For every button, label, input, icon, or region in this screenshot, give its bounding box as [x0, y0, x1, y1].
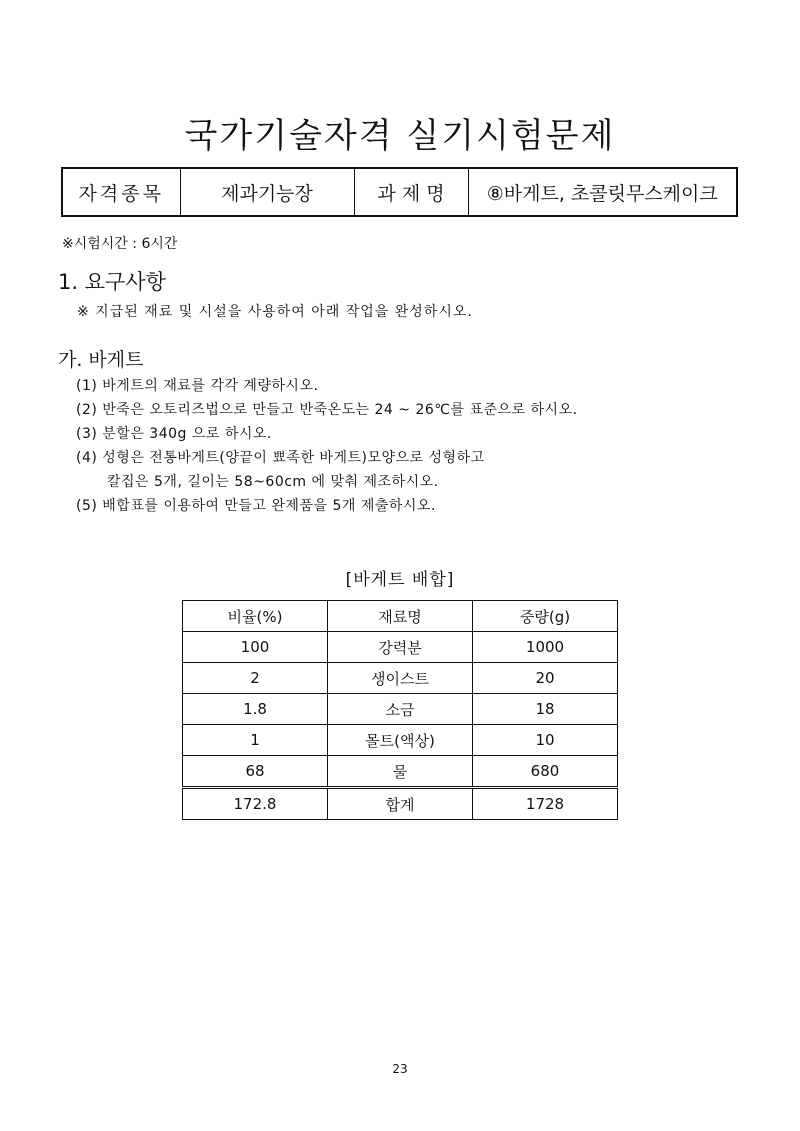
requirement-item: (1) 바게트의 재료를 각각 계량하시오.: [76, 378, 319, 394]
total-label-cell: 합계: [328, 788, 473, 820]
section-heading: 1. 요구사항: [58, 270, 166, 294]
ingredient-cell: 몰트(액상): [328, 725, 473, 756]
requirement-item-continuation: 칼집은 5개, 길이는 58~60cm 에 맞춰 제조하시오.: [107, 474, 439, 490]
category-value: 제과기능장: [180, 168, 354, 216]
total-ratio-cell: 172.8: [183, 788, 328, 820]
column-header-weight: 중량(g): [473, 601, 618, 632]
ratio-cell: 2: [183, 663, 328, 694]
column-header-ratio: 비율(%): [183, 601, 328, 632]
ingredient-cell: 생이스트: [328, 663, 473, 694]
recipe-title: [바게트 배합]: [345, 570, 455, 590]
column-header-ingredient: 재료명: [328, 601, 473, 632]
requirement-item: (4) 성형은 전통바게트(양끝이 뾰족한 바게트)모양으로 성형하고: [76, 450, 485, 466]
table-header-row: [183, 601, 618, 632]
page-number: 23: [392, 1062, 408, 1076]
ratio-cell: 100: [183, 632, 328, 663]
ratio-cell: 1: [183, 725, 328, 756]
total-weight-cell: 1728: [473, 788, 618, 820]
ingredient-cell: 소금: [328, 694, 473, 725]
notice-text: ※ 지급된 재료 및 시설을 사용하여 아래 작업을 완성하시오.: [77, 304, 473, 320]
weight-cell: 10: [473, 725, 618, 756]
requirements-list: [76, 374, 578, 518]
requirement-item: (3) 분할은 340g 으로 하시오.: [76, 426, 272, 442]
requirement-item: (2) 반죽은 오토리즈법으로 만들고 반죽온도는 24 ~ 26℃를 표준으로 하시오.: [76, 402, 578, 418]
ingredient-cell: 물: [328, 756, 473, 788]
table-row: [183, 725, 618, 756]
table-row: [183, 756, 618, 788]
ingredient-cell: 강력분: [328, 632, 473, 663]
weight-cell: 1000: [473, 632, 618, 663]
category-label: 자격종목: [62, 168, 180, 216]
ratio-cell: 68: [183, 756, 328, 788]
exam-info-table: [61, 167, 738, 217]
weight-cell: 18: [473, 694, 618, 725]
table-row: [183, 632, 618, 663]
task-label: 과 제 명: [354, 168, 468, 216]
ratio-cell: 1.8: [183, 694, 328, 725]
total-row: [183, 788, 618, 820]
task-value: ⑧바게트, 초콜릿무스케이크: [468, 168, 737, 216]
subsection-heading: 가. 바게트: [58, 349, 144, 371]
page-title: 국가기술자격 실기시험문제: [184, 116, 616, 156]
recipe-table: [182, 600, 618, 820]
weight-cell: 680: [473, 756, 618, 788]
weight-cell: 20: [473, 663, 618, 694]
table-row: [183, 694, 618, 725]
exam-time: ※시험시간 : 6시간: [62, 236, 178, 252]
requirement-item: (5) 배합표를 이용하여 만들고 완제품을 5개 제출하시오.: [76, 498, 436, 514]
table-row: [183, 663, 618, 694]
